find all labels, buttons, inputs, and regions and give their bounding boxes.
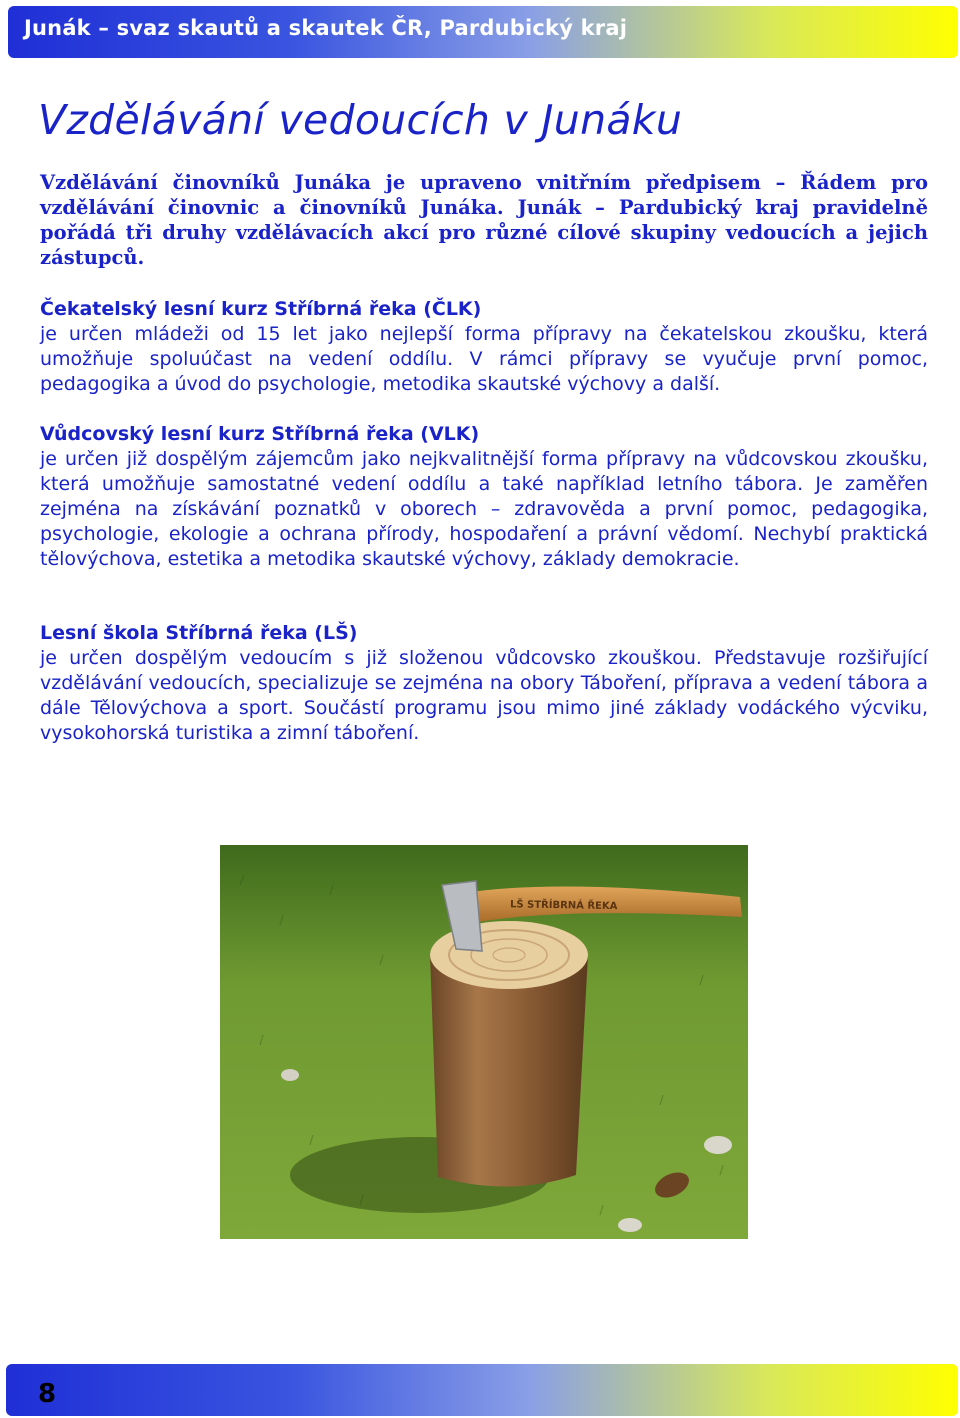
header-title: Junák – svaz skautů a skautek ČR, Pardubický kraj [24, 16, 628, 40]
intro-paragraph: Vzdělávání činovníků Junáka je upraveno vnitřním předpisem – Řádem pro vzdělávání činovnic a činovníků Junáka. Junák – Pardubický kraj pravidelně pořádá tři druhy vzdělávacích akcí pro různé cílové skupiny vedoucích a jejich zástupců. [40, 171, 928, 269]
footer-bar [6, 1364, 958, 1416]
page-title: Vzdělávání vedoucích v Junáku [38, 96, 683, 144]
section-text: je určen již dospělým zájemcům jako nejkvalitnější forma přípravy na vůdcovskou zkoušku, která umožňuje samostatné vedení oddílu a také například letního tábora. Je zaměřen zejména na získávání poznatků v oborech – zdravověda a první pomoc, pedagogika, psychologie, ekologie a ochrana přírody, hospodaření a právní vědomí. Nechybí praktická tělovýchova, estetika a metodika skautské výchovy, základy demokracie. [40, 448, 928, 570]
section-heading: Vůdcovský lesní kurz Stříbrná řeka (VLK) [40, 423, 480, 445]
stone [281, 1069, 299, 1081]
stone [704, 1136, 732, 1154]
section-vlk [40, 422, 928, 572]
axe-handle-inscription: LŠ STŘÍBRNÁ ŘEKA [509, 899, 618, 913]
section-text: je určen dospělým vedoucím s již složenou vůdcovsko zkouškou. Představuje rozšiřující vzdělávání vedoucích, specializuje se zejména na obory Táboření, příprava a vedení tábora a dále Tělovýchova a sport. Součástí programu jsou mimo jiné základy vodáckého výcviku, vysokohorská turistika a zimní táboření. [40, 647, 928, 744]
section-ls [40, 621, 928, 746]
section-clk [40, 297, 928, 397]
page-number: 8 [38, 1379, 57, 1409]
section-heading: Čekatelský lesní kurz Stříbrná řeka (ČLK) [40, 298, 482, 320]
stump-body [430, 955, 588, 1187]
stone [618, 1218, 642, 1232]
section-heading: Lesní škola Stříbrná řeka (LŠ) [40, 622, 358, 644]
section-text: je určen mládeži od 15 let jako nejlepší forma přípravy na čekatelskou zkoušku, která umožňuje spoluúčast na vedení oddílu. V rámci přípravy se vyučuje první pomoc, pedagogika a úvod do psychologie, metodika skautské výchovy a další. [40, 323, 928, 395]
axe-in-stump-photo [220, 845, 748, 1239]
